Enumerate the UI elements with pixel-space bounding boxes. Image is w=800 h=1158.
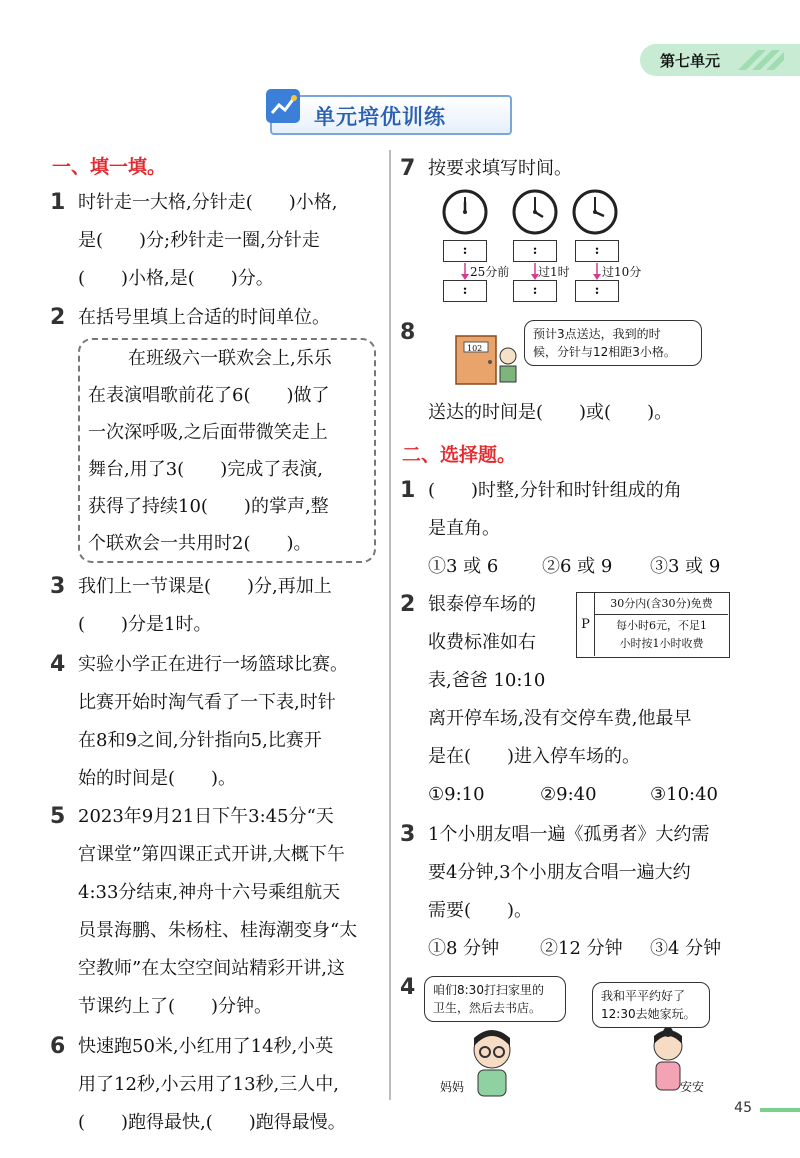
c1-number: 1 [400, 478, 416, 503]
time-box[interactable]: : [575, 240, 619, 262]
mom-avatar [462, 1028, 522, 1098]
q3-number: 3 [50, 574, 66, 599]
c1-option[interactable]: ①3 或 6 [428, 556, 499, 577]
q2-box-line: 获得了持续10( )的掌声,整 [88, 496, 329, 517]
chart-icon [266, 89, 302, 125]
anan-name: 安安 [680, 1080, 705, 1094]
q7-number: 7 [400, 156, 416, 181]
q8-answer: 送达的时间是( )或( )。 [428, 402, 673, 423]
q1-number: 1 [50, 190, 66, 215]
c3-line: 要4分钟,3个小朋友合唱一遍大约 [428, 862, 691, 883]
q5-line: 员景海鹏、朱杨柱、桂海潮变身“太 [78, 920, 358, 941]
fee-row-line: 每小时6元，不足1 [616, 619, 707, 632]
bubble-line: 12:30去她家玩。 [601, 1007, 696, 1021]
section1-title: 一、填一填。 [52, 156, 167, 178]
c3-option[interactable]: ③4 分钟 [650, 938, 722, 959]
q8-number: 8 [400, 320, 416, 345]
bubble-line: 卫生，然后去书店。 [433, 1001, 542, 1015]
c2-line: 表,爸爸 10:10 [428, 670, 546, 691]
page-title: 单元培优训练 [314, 105, 446, 129]
page-bar [760, 1108, 800, 1112]
clock-icon [444, 191, 486, 233]
bubble-line: 候，分针与12相距3小格。 [533, 345, 676, 359]
time-box[interactable]: : [443, 240, 487, 262]
c4-number: 4 [400, 975, 416, 1000]
q2-box-line: 舞台,用了3( )完成了表演, [88, 459, 323, 480]
q5-number: 5 [50, 804, 66, 829]
q1-line: 时针走一大格,分针走( )小格, [78, 192, 338, 213]
bubble-line: 咱们8:30打扫家里的 [433, 983, 544, 997]
q2-box-line: 一次深呼吸,之后面带微笑走上 [88, 422, 328, 443]
time-box[interactable]: : [443, 280, 487, 302]
q6-line: 快速跑50米,小红用了14秒,小英 [78, 1036, 334, 1057]
unit-tab [640, 44, 800, 76]
bubble-line: 预计3点送达，我到的时 [533, 327, 661, 341]
fee-table [576, 592, 730, 658]
c3-line: 1个小朋友唱一遍《孤勇者》大约需 [428, 824, 710, 845]
arrow-label: 过1时 [538, 265, 570, 279]
c2-line: 银泰停车场的 [428, 594, 536, 615]
q3-line: 我们上一节课是( )分,再加上 [78, 576, 332, 597]
q5-line: 宫课堂”第四课正式开讲,大概下午 [78, 844, 345, 865]
fee-row [595, 617, 728, 653]
q6-line: ( )跑得最快,( )跑得最慢。 [78, 1112, 346, 1133]
c2-line: 离开停车场,没有交停车费,他最早 [428, 708, 692, 729]
c2-option[interactable]: ①9:10 [428, 784, 485, 805]
q5-line: 空教师”在太空空间站精彩开讲,这 [78, 958, 345, 979]
q2-box-line: 在表演唱歌前花了6( )做了 [88, 385, 330, 406]
q6-number: 6 [50, 1034, 66, 1059]
q8-speech-bubble [524, 320, 702, 366]
q2-box-line: 个联欢会一共用时2( )。 [88, 533, 312, 554]
c3-option[interactable]: ②12 分钟 [540, 938, 623, 959]
q3-line: ( )分是1时。 [78, 614, 212, 635]
anan-speech-bubble [592, 982, 710, 1028]
parking-p: P [577, 593, 595, 656]
c1-line: 是直角。 [428, 518, 500, 539]
q1-line: ( )小格,是( )分。 [78, 268, 274, 289]
unit-label: 第七单元 [660, 52, 721, 70]
stripes-icon [734, 48, 790, 72]
title-banner [270, 95, 512, 135]
c2-option[interactable]: ②9:40 [540, 784, 597, 805]
q5-line: 4:33分结束,神舟十六号乘组航天 [78, 882, 341, 903]
section2-title: 二、选择题。 [402, 444, 517, 466]
q7-prompt: 按要求填写时间。 [428, 158, 572, 179]
q2-number: 2 [50, 305, 66, 330]
clock-icon [514, 191, 556, 233]
q4-number: 4 [50, 652, 66, 677]
c1-option[interactable]: ②6 或 9 [542, 556, 613, 577]
mom-name: 妈妈 [440, 1080, 465, 1094]
clock-icon [574, 191, 616, 233]
q4-line: 在8和9之间,分针指向5,比赛开 [78, 730, 322, 751]
mom-speech-bubble [424, 976, 566, 1022]
arrow-label: 25分前 [470, 265, 510, 279]
c2-line: 收费标准如右 [428, 632, 536, 653]
q7-clocks [440, 188, 630, 238]
c1-line: ( )时整,分针和时针组成的角 [428, 480, 682, 501]
q4-line: 比赛开始时淘气看了一下表,时针 [78, 692, 336, 713]
q5-line: 节课约上了( )分钟。 [78, 996, 273, 1017]
time-box[interactable]: : [513, 240, 557, 262]
c3-number: 3 [400, 822, 416, 847]
q1-line: 是( )分;秒针走一圈,分针走 [78, 230, 320, 251]
fee-row: 30分内(含30分)免费 [595, 593, 728, 615]
column-divider [389, 150, 391, 1100]
arrow-label: 过10分 [602, 265, 642, 279]
q6-line: 用了12秒,小云用了13秒,三人中, [78, 1074, 339, 1095]
c3-line: 需要( )。 [428, 900, 533, 921]
time-box[interactable]: : [513, 280, 557, 302]
q2-prompt: 在括号里填上合适的时间单位。 [78, 307, 330, 328]
c1-option[interactable]: ③3 或 9 [650, 556, 721, 577]
q4-line: 始的时间是( )。 [78, 768, 237, 789]
q2-box-line: 在班级六一联欢会上,乐乐 [128, 348, 332, 369]
c2-option[interactable]: ③10:40 [650, 784, 719, 805]
c3-option[interactable]: ①8 分钟 [428, 938, 500, 959]
page-number: 45 [734, 1100, 752, 1116]
q4-line: 实验小学正在进行一场篮球比赛。 [78, 654, 348, 675]
time-box[interactable]: : [575, 280, 619, 302]
c2-number: 2 [400, 592, 416, 617]
door-number: 102 [467, 344, 483, 353]
q5-line: 2023年9月21日下午3:45分“天 [78, 806, 334, 827]
c2-line: 是在( )进入停车场的。 [428, 746, 641, 767]
door-illustration [452, 334, 522, 386]
fee-row-line: 小时按1小时收费 [619, 637, 704, 650]
bubble-line: 我和平平约好了 [601, 989, 686, 1003]
